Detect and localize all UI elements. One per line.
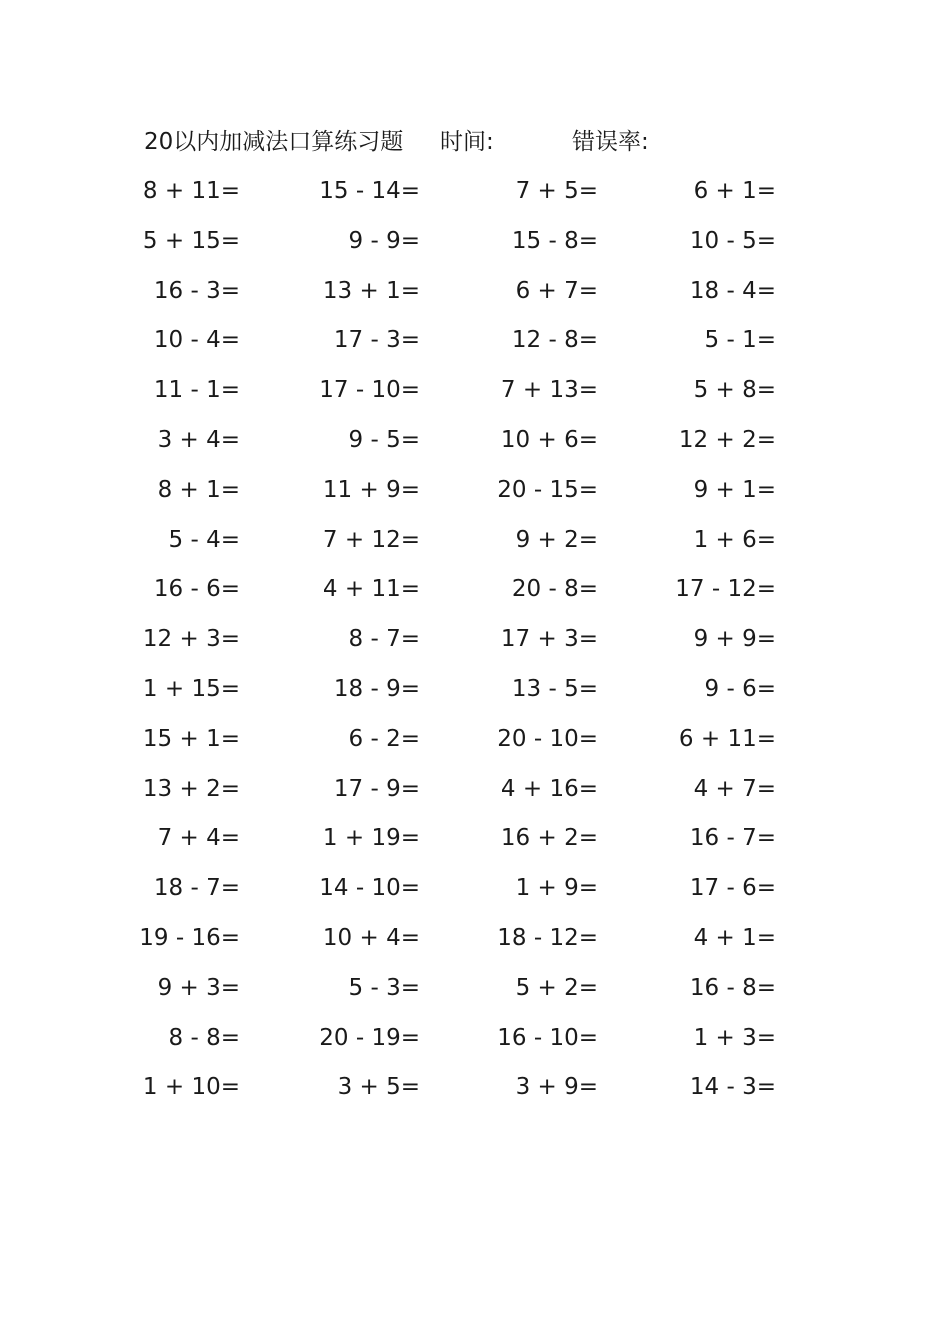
problem-item: 10 + 4=: [322, 924, 420, 951]
problem-item: 9 + 2=: [515, 526, 598, 553]
problem-item: 3 + 5=: [337, 1074, 420, 1101]
problem-row: [0, 372, 950, 422]
time-label: 时间:: [440, 129, 494, 155]
problem-item: 1 + 9=: [515, 875, 598, 902]
problem-item: 16 - 10=: [497, 1024, 598, 1051]
problem-row: [0, 422, 950, 472]
error-rate-label: 错误率:: [572, 129, 649, 155]
problem-item: 16 - 8=: [689, 974, 776, 1001]
problem-item: 15 - 8=: [511, 227, 598, 254]
problem-row: [0, 970, 950, 1020]
problem-item: 6 - 2=: [348, 725, 420, 752]
problem-item: 17 + 3=: [500, 626, 598, 653]
problem-row: [0, 671, 950, 721]
problem-item: 5 - 3=: [348, 974, 420, 1001]
problem-row: [0, 472, 950, 522]
problem-item: 20 - 19=: [319, 1024, 420, 1051]
problem-row: [0, 223, 950, 273]
problem-grid: [0, 173, 950, 1119]
problem-item: 19 - 16=: [139, 924, 240, 951]
problem-row: [0, 820, 950, 870]
problem-item: 9 - 5=: [348, 426, 420, 453]
problem-item: 15 - 14=: [319, 178, 420, 204]
problem-item: 18 - 4=: [689, 277, 776, 304]
problem-item: 13 + 2=: [142, 775, 240, 802]
problem-item: 18 - 12=: [497, 924, 598, 951]
problem-item: 20 - 8=: [511, 576, 598, 603]
problem-item: 9 - 6=: [704, 675, 776, 702]
problem-item: 4 + 7=: [693, 775, 776, 802]
problem-row: [0, 1069, 950, 1119]
problem-item: 17 - 9=: [333, 775, 420, 802]
problem-item: 4 + 16=: [500, 775, 598, 802]
problem-item: 9 + 9=: [693, 626, 776, 653]
problem-item: 12 - 8=: [511, 327, 598, 354]
problem-row: [0, 721, 950, 771]
worksheet-header: [0, 124, 950, 160]
problem-item: 10 - 4=: [153, 327, 240, 354]
problem-item: 3 + 9=: [515, 1074, 598, 1101]
problem-item: 14 - 3=: [689, 1074, 776, 1101]
problem-item: 4 + 11=: [322, 576, 420, 603]
problem-item: 17 - 3=: [333, 327, 420, 354]
problem-row: [0, 920, 950, 970]
problem-item: 7 + 13=: [500, 377, 598, 404]
problem-item: 12 + 3=: [142, 626, 240, 653]
problem-row: [0, 173, 950, 223]
problem-item: 16 - 3=: [153, 277, 240, 304]
problem-item: 6 + 7=: [515, 277, 598, 304]
problem-item: 20 - 15=: [497, 476, 598, 503]
problem-item: 1 + 6=: [693, 526, 776, 553]
problem-row: [0, 870, 950, 920]
problem-item: 9 + 1=: [693, 476, 776, 503]
problem-item: 16 - 6=: [153, 576, 240, 603]
problem-row: [0, 322, 950, 372]
problem-item: 7 + 12=: [322, 526, 420, 553]
problem-item: 17 - 10=: [319, 377, 420, 404]
problem-item: 10 + 6=: [500, 426, 598, 453]
problem-item: 7 + 4=: [157, 825, 240, 852]
problem-item: 4 + 1=: [693, 924, 776, 951]
problem-item: 10 - 5=: [689, 227, 776, 254]
problem-item: 9 - 9=: [348, 227, 420, 254]
problem-item: 6 + 1=: [693, 178, 776, 204]
worksheet-title: 20以内加减法口算练习题: [144, 129, 404, 155]
problem-item: 6 + 11=: [678, 725, 776, 752]
problem-item: 11 + 9=: [322, 476, 420, 503]
problem-row: [0, 522, 950, 572]
problem-item: 5 - 4=: [168, 526, 240, 553]
problem-item: 16 + 2=: [500, 825, 598, 852]
problem-item: 7 + 5=: [515, 178, 598, 204]
problem-item: 14 - 10=: [319, 875, 420, 902]
problem-item: 8 + 1=: [157, 476, 240, 503]
problem-item: 16 - 7=: [689, 825, 776, 852]
problem-item: 11 - 1=: [153, 377, 240, 404]
problem-item: 1 + 15=: [142, 675, 240, 702]
problem-item: 9 + 3=: [157, 974, 240, 1001]
problem-item: 15 + 1=: [142, 725, 240, 752]
problem-row: [0, 621, 950, 671]
problem-row: [0, 1020, 950, 1070]
problem-item: 8 + 11=: [142, 178, 240, 204]
problem-item: 13 + 1=: [322, 277, 420, 304]
problem-item: 13 - 5=: [511, 675, 598, 702]
problem-item: 18 - 9=: [333, 675, 420, 702]
problem-item: 3 + 4=: [157, 426, 240, 453]
problem-row: [0, 273, 950, 323]
problem-item: 5 + 8=: [693, 377, 776, 404]
problem-row: [0, 571, 950, 621]
problem-item: 5 - 1=: [704, 327, 776, 354]
problem-item: 8 - 7=: [348, 626, 420, 653]
problem-item: 20 - 10=: [497, 725, 598, 752]
problem-item: 18 - 7=: [153, 875, 240, 902]
problem-item: 5 + 15=: [142, 227, 240, 254]
problem-item: 1 + 19=: [322, 825, 420, 852]
problem-item: 1 + 10=: [142, 1074, 240, 1101]
problem-item: 12 + 2=: [678, 426, 776, 453]
problem-item: 1 + 3=: [693, 1024, 776, 1051]
problem-row: [0, 771, 950, 821]
problem-item: 17 - 12=: [675, 576, 776, 603]
problem-item: 17 - 6=: [689, 875, 776, 902]
problem-item: 8 - 8=: [168, 1024, 240, 1051]
problem-item: 5 + 2=: [515, 974, 598, 1001]
